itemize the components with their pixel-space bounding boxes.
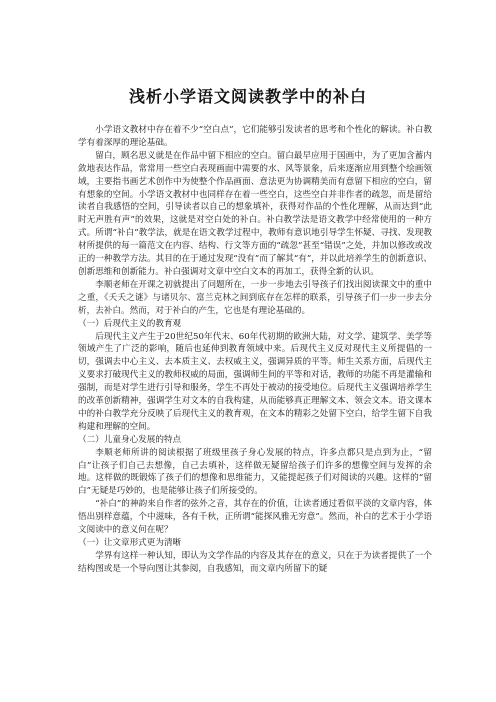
body-paragraph: 学界有这样一种认知，即认为文学作品的内容及其存在的意义，只在于为读者提供了一个结构图或是一个导向图让其参阅，自我感知，而文章内所留下的疑 [78,550,432,574]
body-paragraph: 李顺老师在开课之初就提出了问题所在，一步一步地去引导孩子们找出阅读课文中的重中之重，《夭夭之谜》与诸贝尔、富兰克林之间到底存在怎样的联系，引导孩子们一步一步去分析，去补白。然而，对于补白的产生，它也是有理论基础的。 [78,279,432,316]
document-body [78,124,432,576]
body-paragraph: 李顺老师所讲的阅读根据了班级里孩子身心发展的特点，许多点都只是点到为止，“留白”让孩子们自己去想像，自己去填补，这样做无疑留给孩子们许多的想像空间与发挥的余地。这样做的既锻炼了孩子们的想像和思维能力，又能提起孩子们对阅读的兴趣。这样的“留白”无疑是巧妙的，也是能够让孩子们所接受的。 [78,447,432,497]
section-heading: （二）儿童身心发展的特点 [78,434,182,445]
document-title: 浅析小学语文阅读教学中的补白 [128,87,367,106]
body-paragraph: 小学语文教材中存在着不少“空白点”，它们能够引发读者的思考和个性化的解读。补白教学有着深厚的理论基础。 [78,125,432,148]
body-paragraph: 留白，顾名思义就是在作品中留下相应的空白。留白最早应用于国画中，为了更加含蓄内敛地表达作品，常常用一些空白表现画面中需要的水、风等景象，后来逐渐应用到整个绘画领域，主要指书画艺术创作中为使整个作品画面、意法更为协调精美而有意留下相应的空白，留有想象的空间。小学语文教材中也同样存在着一些空白，这些空白并非作者的疏忽，而是留给读者自我感悟的空间，引导读者以自己的想象填补，获得对作品的个性化理解，从而达到“此时无声胜有声”的效果，这就是对空白处的补白。补白教学法是语文教学中经常使用的一种方式。所谓“补白”教学法，就是在语文教学过程中，教师有意识地引导学生怀疑、寻找、发现教材所提供的每一篇范文在内容、结构、行文等方面的“疏忽”甚至“错误”之处，并加以修改或改正的一种教学方法。其目的在于通过发现“没有”而了解其“有”，并以此培养学生的创新意识、创新思维和创新能力。补白强调对文章中空白文本的再加工，获得全新的认识。 [78,150,432,277]
section-heading: （一）后现代主义的教育观 [78,318,182,329]
section-heading: （一）让文章形式更为清晰 [78,538,182,548]
body-paragraph: 后现代主义产生于20世纪50年代末、60年代初期的欧洲大陆，对文学、建筑学、美学等领域产生了广泛的影响，随后也延伸到教育领域中来。后现代主义反对现代主义所提倡的一切，强调去中心主义、去本质主义、去权威主义，强调异质的平等。师生关系方面，后现代主义要求打破现代主义的教师权威的局面，强调师生间的平等和对话，教师的功能不再是灌输和强制，而是对学生进行引导和服务，学生不再处于被动的接受地位。后现代主义强调培养学生的改革创新精神，强调学生对文本的自我构建，从而能够真正理解文本、领会文本。语文课本中的补白教学充分反映了后现代主义的教育观，在文本的精彩之处留下空白，给学生留下自我构建和理解的空间。 [78,331,432,432]
body-paragraph: “补白”的神韵来自作者的弦外之音，其存在的价值，让读者通过看似平淡的文章内容，体悟出别样意蕴，个中滋味，各有千秋，正所谓“能探风雅无穷意”。然而，补白的艺术于小学语文阅读中的意义何在呢？ [78,499,432,536]
